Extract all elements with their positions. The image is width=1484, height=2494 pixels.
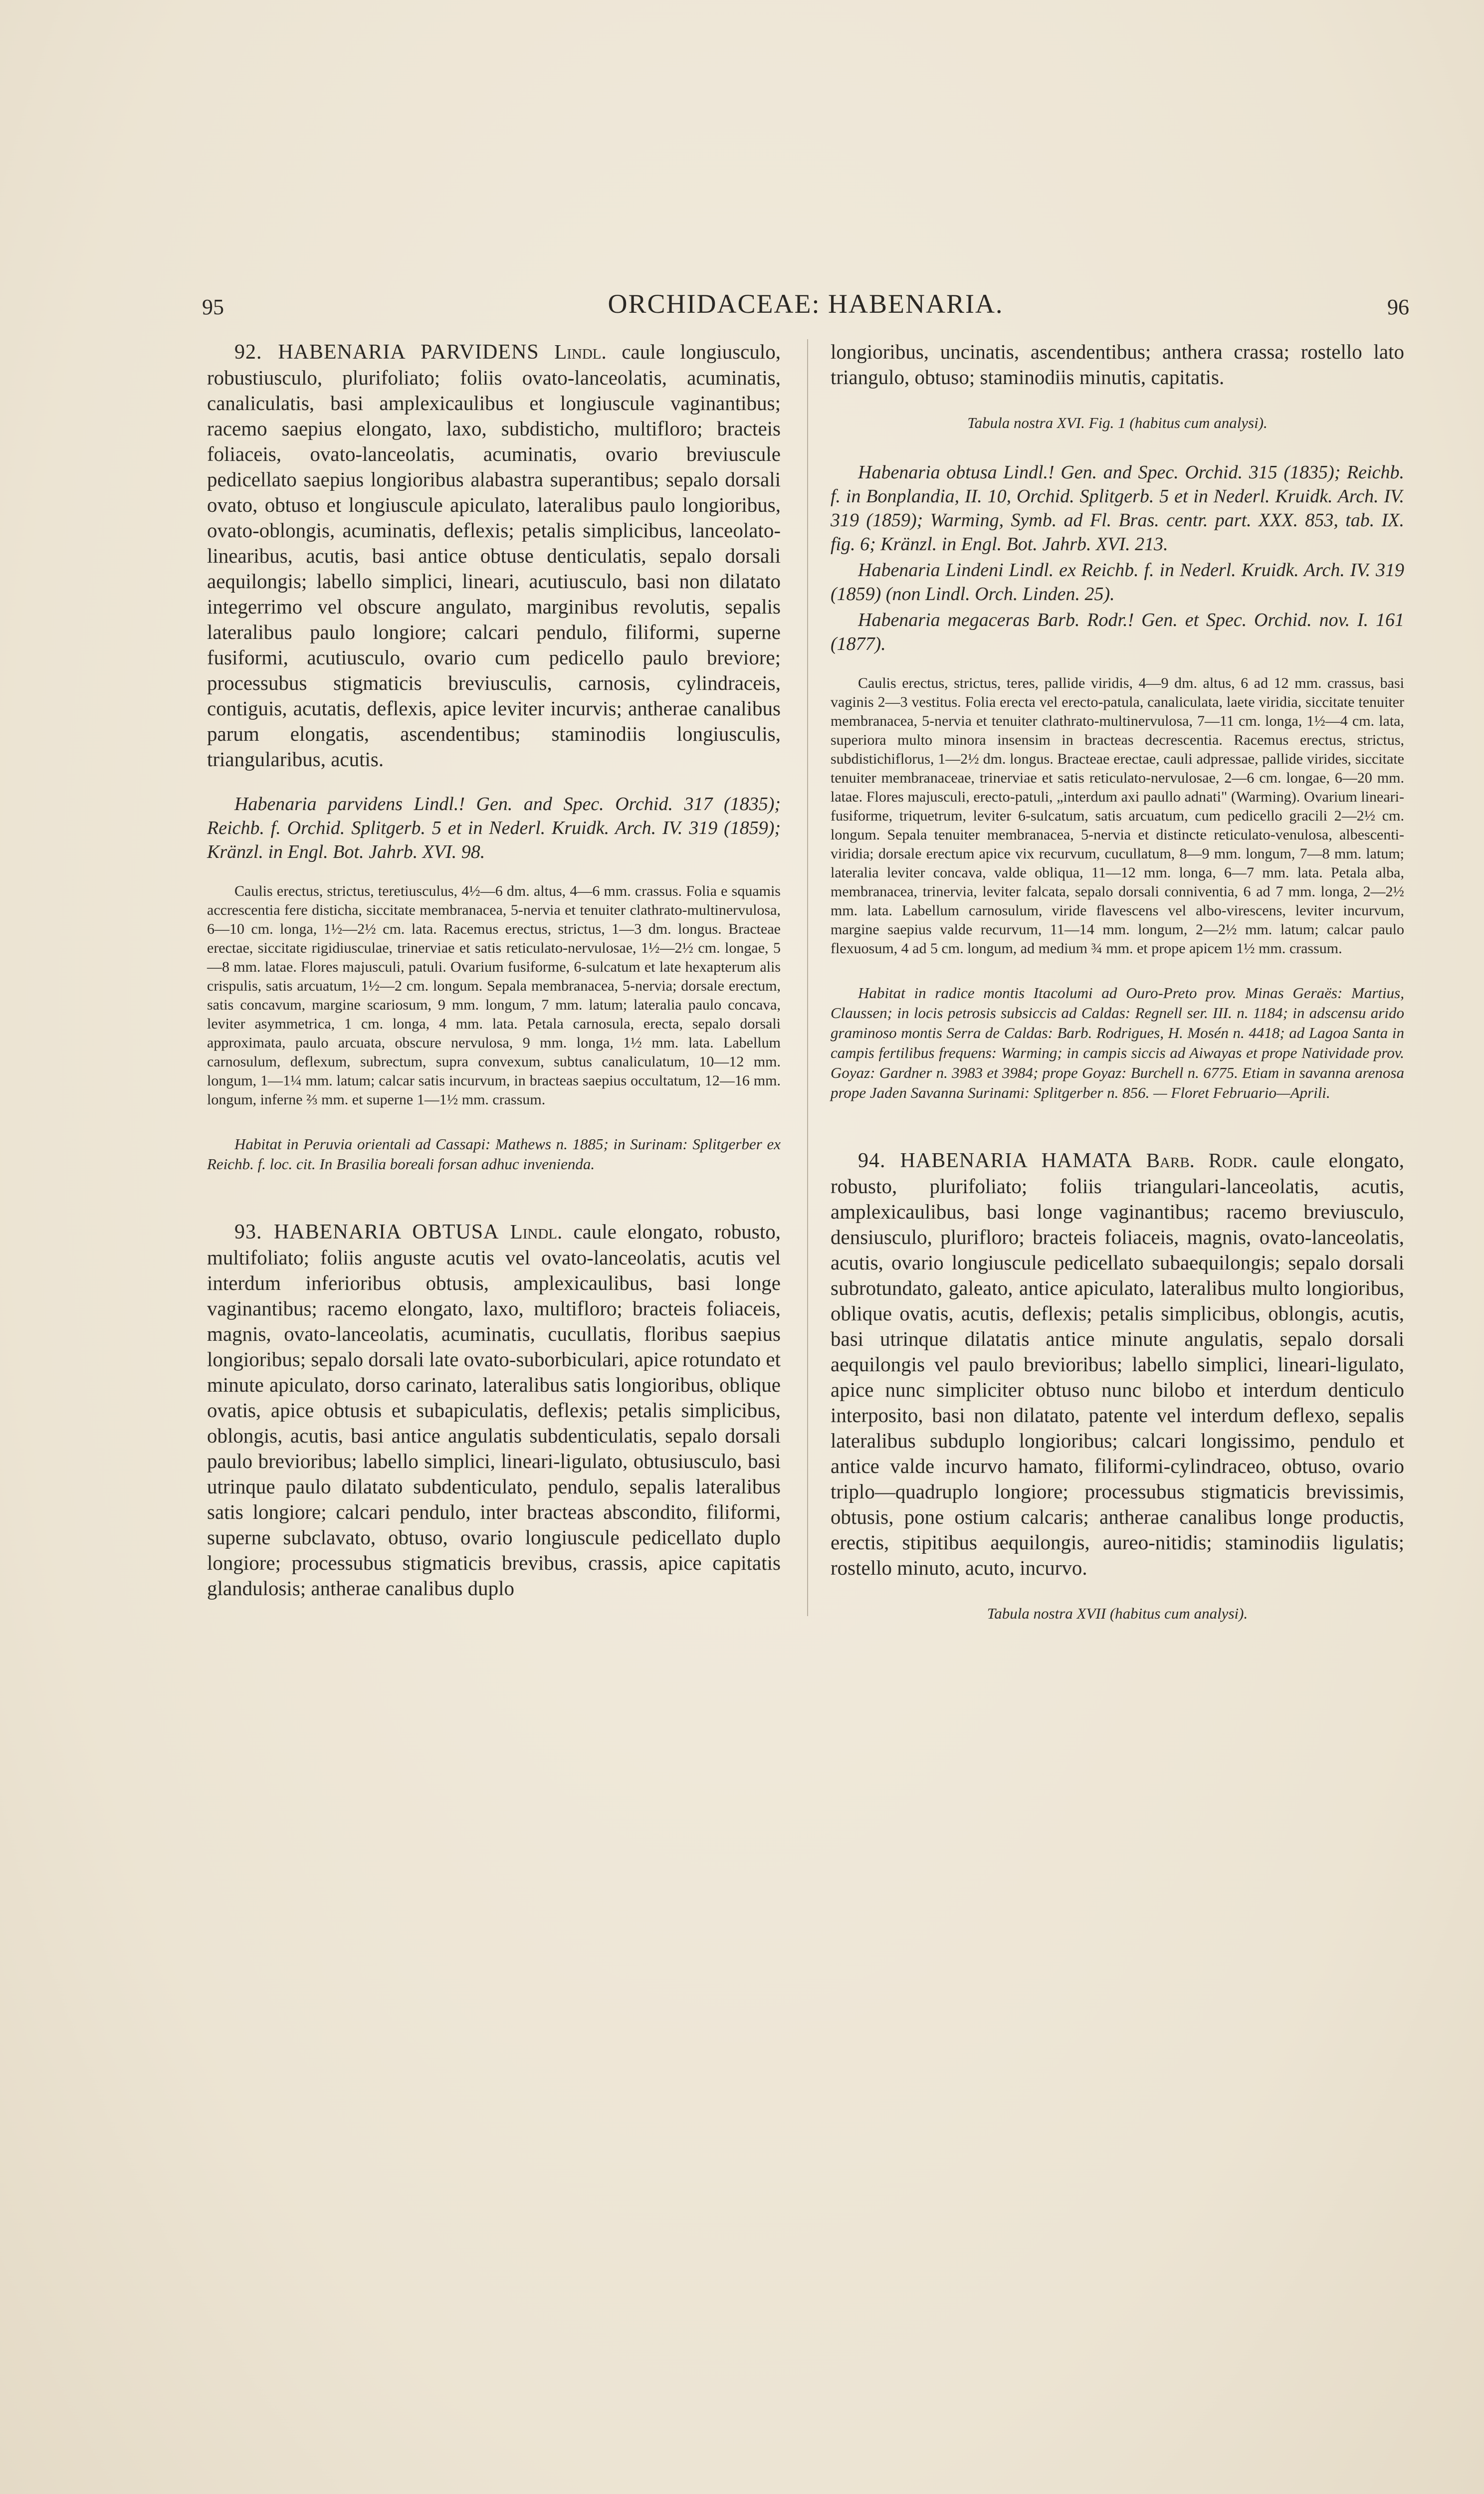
right-column — [831, 339, 1404, 1651]
entry-93-habitat: Habitat in radice montis Itacolumi ad Ouro-Preto prov. Minas Geraës: Martius, Claussen; in locis petrosis subsiccis ad Caldas: Regnell ser. III. n. 1184; in adscensu arido graminoso montis Serra de Caldas: Barb. Rodrigues, H. Mosén n. 4418; ad Lagoa Santa in campis fertilibus frequens: Warming; in campis siccis ad Aiwayas et prope Natividade prov. Goyaz: Gardner n. 3983 et 3984; prope Goyaz: Burchell n. 6775. Etiam in savanna arenosa prope Jaden Savanna Surinami: Splitgerber n. 856. — Floret Februario—Aprili. — [831, 984, 1404, 1101]
entry-92-habitat: Habitat in Peruvia orientali ad Cassapi: Mathews n. 1885; in Surinam: Splitgerber ex Reichb. f. loc. cit. In Brasilia boreali forsan adhuc invenienda. — [207, 1135, 781, 1173]
entry-94-diagnosis: caule elongato, robusto, plurifoliato; foliis triangulari-lanceolatis, acutis, amplexicaulibus, basi longe vaginantibus; racemo breviusculo, densiusculo, plurifloro; bracteis foliaceis, magnis, ovato-lanceolatis, acutis, ovario longiuscule pedicellato subaequilongis; sepalo dorsali subrotundato, galeato, antice apiculato, lateralibus multo longioribus, oblique ovatis, acutis, deflexis; petalis simplicibus, oblongis, acutis, basi utrinque dilatatis antice minute angulatis, sepalo dorsali aequilongis vel paulo brevioribus; labello simplici, lineari-ligulato, apice nunc simpliciter obtuso nunc bilobo et interdum denticulo interposito, basi non dilatato, patente vel interdum deflexo, sepalis lateralibus subduplo longioribus; calcari longissimo, pendulo et antice valde incurvo hamato, filiformi-cylindraceo, obtuso, ovario triplo—quadruplo longiore; processubus stigmaticis brevissimis, obtusis, pone ostium calcaris; antherae canalibus longe productis, erectis, stipitibus aequilongis, aureo-nitidis; staminodiis ligulatis; rostello minuto, acuto, incurvo. — [831, 1149, 1405, 1579]
entry-92-description: Caulis erectus, strictus, teretiusculus, 4½—6 dm. altus, 4—6 mm. crassus. Folia e squamis accrescentia fere disticha, siccitate membranacea, 5-nervia et tenuiter clathrato-multinervulosa, 6—10 cm. longa, 1½—2½ cm. lata. Racemus erectus, strictus, 1—3 dm. longus. Bracteae erectae, siccitate rigidiusculae, trinerviae et satis reticulato-nervulosae, 1½—2½ cm. longae, 5—8 mm. latae. Flores majusculi, patuli. Ovarium fusiforme, 6-sulcatum et late hexapterum alis crispulis, satis arcuatum, 1½—2 cm. longum. Sepala membranacea, 5-nervia; dorsale erectum, satis concavum, margine scariosum, 9 mm. longum, 7 mm. latum; lateralia paulo concava, leviter asymmetrica, 1 cm. longa, 4 mm. lata. Petala carnosula, erecta, sepalo dorsali approximata, paulo arcuata, obscure nervulosa, 9 mm. longa, 1½ mm. lata. Labellum carnosulum, deflexum, subrectum, supra convexum, subtus canaliculatum, 10—12 mm. longum, 1—1¼ mm. latum; calcar satis incurvum, in bracteas saepius occultatum, 12—16 mm. longum, inferne ⅔ mm. et superne 1—1½ mm. crassum. — [207, 883, 781, 1108]
entry-94-title: 94. HABENARIA HAMATA — [858, 1149, 1132, 1172]
entry-93-description: Caulis erectus, strictus, teres, pallide viridis, 4—9 dm. altus, 6 ad 12 mm. crassus, basi vaginis 2—3 vestitus. Folia erecta vel erecto-patula, canaliculata, laete viridia, siccitate tenuiter membranacea, 5-nervia et tenuiter clathrato-multinervulosa, 7—11 cm. longa, 1½—4 cm. lata, superiora multo minora insensim in bracteas decrescentia. Racemus erectus, strictus, subdistichiflorus, 1—2½ dm. longus. Bracteae erectae, cauli adpressae, pallide virides, siccitate tenuiter membranaceae, trinerviae et satis reticulato-nervulosae, 2—6 cm. longae, 6—20 mm. latae. Flores majusculi, erecto-patuli, „interdum axi paullo adnati" (Warming). Ovarium lineari-fusiforme, triquetrum, leviter 6-sulcatum, satis arcuatum, cum pedicello gracili 2—2½ cm. longum. Sepala tenuiter membranacea, 5-nervia et distincte reticulato-venulosa, albescenti-viridia; dorsale erectum apice vix recurvum, cucullatum, 8—9 mm. longum, 7—8 mm. latum; lateralia leviter concava, valde obliqua, 11—12 mm. longa, 6—7 mm. lata. Petala alba, membranacea, trinervia, leviter falcata, sepalo dorsali conniventia, 6 ad 7 mm. longa, 2—2½ mm. lata. Labellum carnosulum, viride flavescens vel albo-virescens, leviter incurvum, margine saepius valde recurvum, 11—14 mm. longum, 2—2½ mm. latum; calcar paulo flexuosum, 4 ad 5 cm. longum, ad medium ¾ mm. et prope apicem 1½ mm. crassum. — [831, 675, 1404, 957]
entry-93-diagnosis: caule elongato, robusto, multifoliato; foliis anguste acutis vel ovato-lanceolatis, acutis vel interdum inferioribus obtusis, amplexicaulibus, basi longe vaginantibus; racemo elongato, laxo, multifloro; bracteis foliaceis, magnis, ovato-lanceolatis, acuminatis, cucullatis, floribus saepius longioribus; sepalo dorsali late ovato-suborbiculari, apice rotundato et minute apiculato, dorso carinato, lateralibus satis longioribus, oblique ovatis, apice obtusis et subapiculatis, deflexis; petalis simplicibus, oblongis, acutis, basi antice angulatis subdenticulatis, sepalo dorsali paulo brevioribus; labello simplici, lineari-ligulato, obtusiusculo, basi utrinque paulo dilatato subdenticulato, pendulo, sepalis lateralibus satis longiore; calcari pendulo, inter bracteas abscondito, filiformi, superne subclavato, obtuso, ovario longiuscule pedicellato duplo longiore; processubus stigmaticis brevibus, crassis, apice capitatis glandulosis; antherae canalibus duplo — [207, 1220, 781, 1600]
page-header — [202, 279, 1409, 324]
entry-93-continuation: longioribus, uncinatis, ascendentibus; anthera crassa; rostello lato triangulo, obtuso; staminodiis minutis, capitatis. — [831, 340, 1404, 389]
entry-92-author: Lindl. — [554, 340, 607, 363]
entry-92-title: 92. HABENARIA PARVIDENS — [234, 341, 539, 364]
running-head: ORCHIDACEAE: HABENARIA. — [608, 289, 1004, 319]
page-number-right: 96 — [1387, 295, 1409, 319]
entry-93-plate-ref: Tabula nostra XVI. Fig. 1 (habitus cum analysi). — [967, 414, 1268, 431]
entry-93 — [207, 1219, 781, 1601]
entry-93-title: 93. HABENARIA OBTUSA — [234, 1221, 499, 1244]
page-number-left: 95 — [202, 295, 224, 319]
entry-93-citation: Habenaria Lindeni Lindl. ex Reichb. f. in Nederl. Kruidk. Arch. IV. 319 (1859) (non Lindl. Orch. Linden. 25). — [831, 560, 1404, 605]
column-divider — [807, 339, 808, 1616]
entry-92-diagnosis: caule longiusculo, robustiusculo, plurifoliato; foliis ovato-lanceolatis, acuminatis, canaliculatis, basi amplexicaulibus et longiuscule vaginantibus; racemo saepius elongato, laxo, subdisticho, multifloro; bracteis foliaceis, ovato-lanceolatis, acuminatis, ovario breviuscule pedicellato saepius longioribus alabastra superantibus; sepalo dorsali ovato, obtuso et longiuscule apiculato, lateralibus paulo longioribus, ovato-oblongis, acuminatis, deflexis; petalis simplicibus, lanceolato-linearibus, acutis, basi antice obtuse denticulatis, sepalo dorsali aequilongis; labello simplici, lineari, acutiusculo, basi non dilatato integerrimo vel obscure angulato, marginibus revolutis, sepalis lateralibus paulo longiore; calcari pendulo, filiformi, superne fusiformi, acutiusculo, ovario cum pedicello paulo breviore; processubus stigmaticis breviusculis, carnosis, cylindraceis, contiguis, acutatis, deflexis, apice leviter incurvis; antherae canalibus parum elongatis, ascendentibus; staminodiis longiusculis, triangularibus, acutis. — [207, 340, 781, 771]
entry-93-citation: Habenaria megaceras Barb. Rodr.! Gen. et Spec. Orchid. nov. I. 161 (1877). — [831, 610, 1404, 654]
left-column — [207, 339, 781, 1621]
entry-92-citation: Habenaria parvidens Lindl.! Gen. and Spec. Orchid. 317 (1835); Reichb. f. Orchid. Splitgerb. 5 et in Nederl. Kruidk. Arch. IV. 319 (1859); Kränzl. in Engl. Bot. Jahrb. XVI. 98. — [207, 794, 781, 862]
entry-94-plate-ref: Tabula nostra XVII (habitus cum analysi). — [987, 1605, 1248, 1622]
entry-92 — [207, 339, 781, 772]
entry-93-citations — [831, 460, 1404, 656]
entry-94 — [831, 1148, 1404, 1581]
entry-93-author: Lindl. — [510, 1220, 563, 1243]
entry-93-citation: Habenaria obtusa Lindl.! Gen. and Spec. Orchid. 315 (1835); Reichb. f. in Bonplandia, II. 10, Orchid. Splitgerb. 5 et in Nederl. Kruidk. Arch. IV. 319 (1859); Warming, Symb. ad Fl. Bras. centr. part. XXX. 853, tab. IX. fig. 6; Kränzl. in Engl. Bot. Jahrb. XVI. 213. — [831, 462, 1404, 555]
entry-94-author: Barb. Rodr. — [1146, 1149, 1258, 1172]
